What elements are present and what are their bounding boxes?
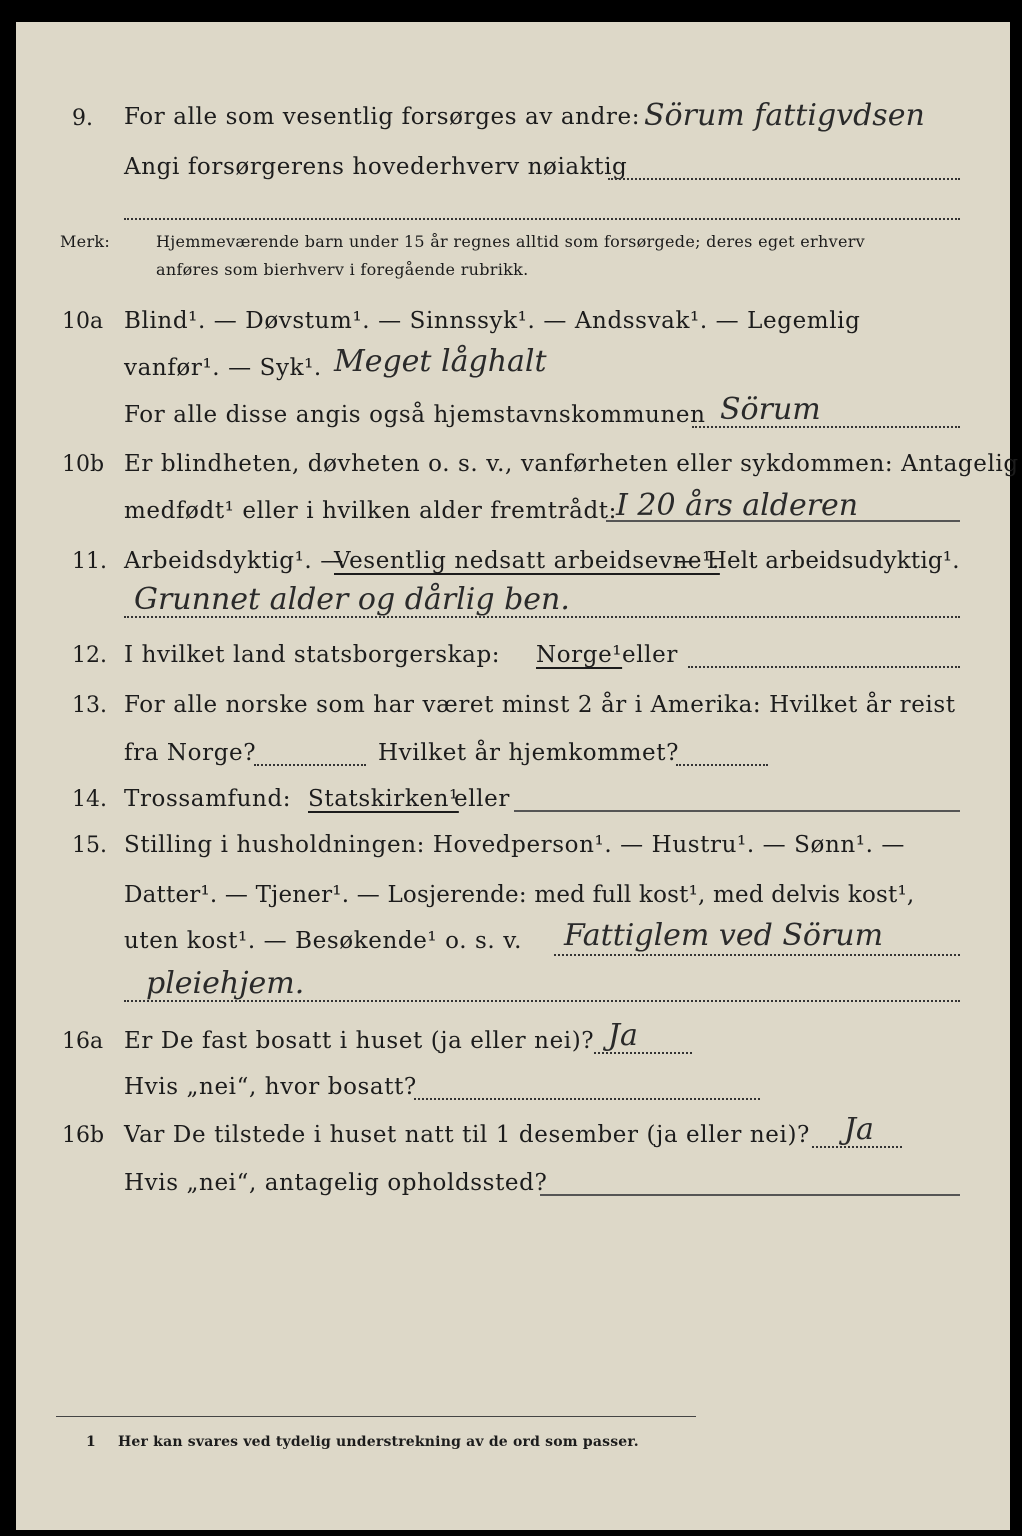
note-label: Merk: (60, 232, 111, 251)
q10b-number: 10b (62, 452, 105, 477)
q11-answer-line (124, 616, 960, 618)
q16a-answer-line (594, 1052, 692, 1054)
q12-answer-line (688, 666, 960, 668)
q16a-number: 16a (62, 1029, 104, 1054)
q10a-text: Blind¹. — Døvstum¹. — Sinnssyk¹. — Andssvak¹. — Legemlig (124, 308, 861, 334)
q13-number: 13. (72, 693, 107, 718)
note-text-line2: anføres som bierhverv i foregående rubrikk. (156, 260, 529, 279)
q16b-answer: Ja (844, 1112, 874, 1147)
q14-text-c: eller (454, 786, 510, 812)
q9-answer: Sörum fattigvdsen (644, 98, 925, 133)
q9-number: 9. (72, 106, 93, 131)
footnote-rule (56, 1416, 696, 1417)
q16a-residence-line (414, 1098, 760, 1100)
q15-answer-line (554, 954, 960, 956)
note-text: Hjemmeværende barn under 15 år regnes alltid som forsørgede; deres eget erhverv (156, 232, 865, 251)
q9-text-line2: Angi forsørgerens hovederhverv nøiaktig (124, 154, 628, 180)
footnote-text: Her kan svares ved tydelig understrekning av de ord som passer. (118, 1434, 639, 1450)
q15-answer-extra-line (124, 1000, 960, 1002)
q12-text-c: eller (622, 642, 678, 668)
q10a-answer-municipality: Sörum (720, 392, 821, 427)
q9-answer-line (608, 178, 960, 180)
q9-extra-line (124, 218, 960, 220)
q13-year-returned-line (676, 764, 768, 766)
q12-text-a: I hvilket land statsborgerskap: (124, 642, 501, 668)
q13-text: For alle norske som har været minst 2 år i Amerika: Hvilket år reist (124, 692, 956, 718)
q11-answer: Grunnet alder og dårlig ben. (134, 582, 570, 617)
q10a-answer: Meget låghalt (334, 344, 547, 379)
q16b-text: Var De tilstede i huset natt til 1 desember (ja eller nei)? (124, 1122, 810, 1148)
q15-answer-line2: pleiehjem. (146, 966, 305, 1001)
q10b-answer-line (606, 520, 960, 522)
q11-number: 11. (72, 549, 107, 574)
q13-text-line2a: fra Norge? (124, 740, 257, 766)
q10a-text-line3: For alle disse angis også hjemstavnskommunen (124, 402, 706, 428)
footnote-mark: 1 (86, 1434, 96, 1450)
q9-text: For alle som vesentlig forsørges av andre: (124, 104, 641, 130)
q16b-answer-line (812, 1146, 902, 1148)
q14-answer-line (514, 810, 960, 812)
q10b-text-line2: medfødt¹ eller i hvilken alder fremtrådt: (124, 498, 617, 524)
q15-text-line2: Datter¹. — Tjener¹. — Losjerende: med full kost¹, med delvis kost¹, (124, 882, 915, 908)
q14-text-a: Trossamfund: (124, 786, 292, 812)
q12-underlined-choice: Norge¹ (536, 642, 623, 668)
q10a-text-line2: vanfør¹. — Syk¹. (124, 355, 322, 381)
q16a-answer: Ja (608, 1018, 638, 1053)
q10b-answer: I 20 års alderen (616, 488, 859, 523)
census-form-page (16, 22, 1019, 1530)
q16b-whereabouts-line (540, 1194, 960, 1196)
q11-text-a: Arbeidsdyktig¹. — (124, 548, 344, 574)
q15-text-line3: uten kost¹. — Besøkende¹ o. s. v. (124, 928, 523, 954)
q10b-text: Er blindheten, døvheten o. s. v., vanførheten eller sykdommen: Antagelig (124, 451, 1019, 477)
q16b-number: 16b (62, 1123, 105, 1148)
q14-number: 14. (72, 787, 107, 812)
q13-year-left-line (254, 764, 366, 766)
q15-answer: Fattiglem ved Sörum (564, 918, 884, 953)
q16a-text: Er De fast bosatt i huset (ja eller nei)? (124, 1028, 595, 1054)
q11-underlined-choice: Vesentlig nedsatt arbeidsevne¹. (334, 548, 720, 574)
q11-text-c: — Helt arbeidsudyktig¹. (676, 548, 960, 574)
q16b-text-line2: Hvis „nei“, antagelig opholdssted? (124, 1170, 548, 1196)
q15-text: Stilling i husholdningen: Hovedperson¹. — Hustru¹. — Sønn¹. — (124, 832, 906, 858)
q10a-number: 10a (62, 309, 104, 334)
q14-underlined-choice: Statskirken¹ (308, 786, 459, 812)
q13-text-line2b: Hvilket år hjemkommet? (378, 740, 680, 766)
q15-number: 15. (72, 833, 107, 858)
q12-number: 12. (72, 643, 107, 668)
q16a-text-line2: Hvis „nei“, hvor bosatt? (124, 1074, 417, 1100)
